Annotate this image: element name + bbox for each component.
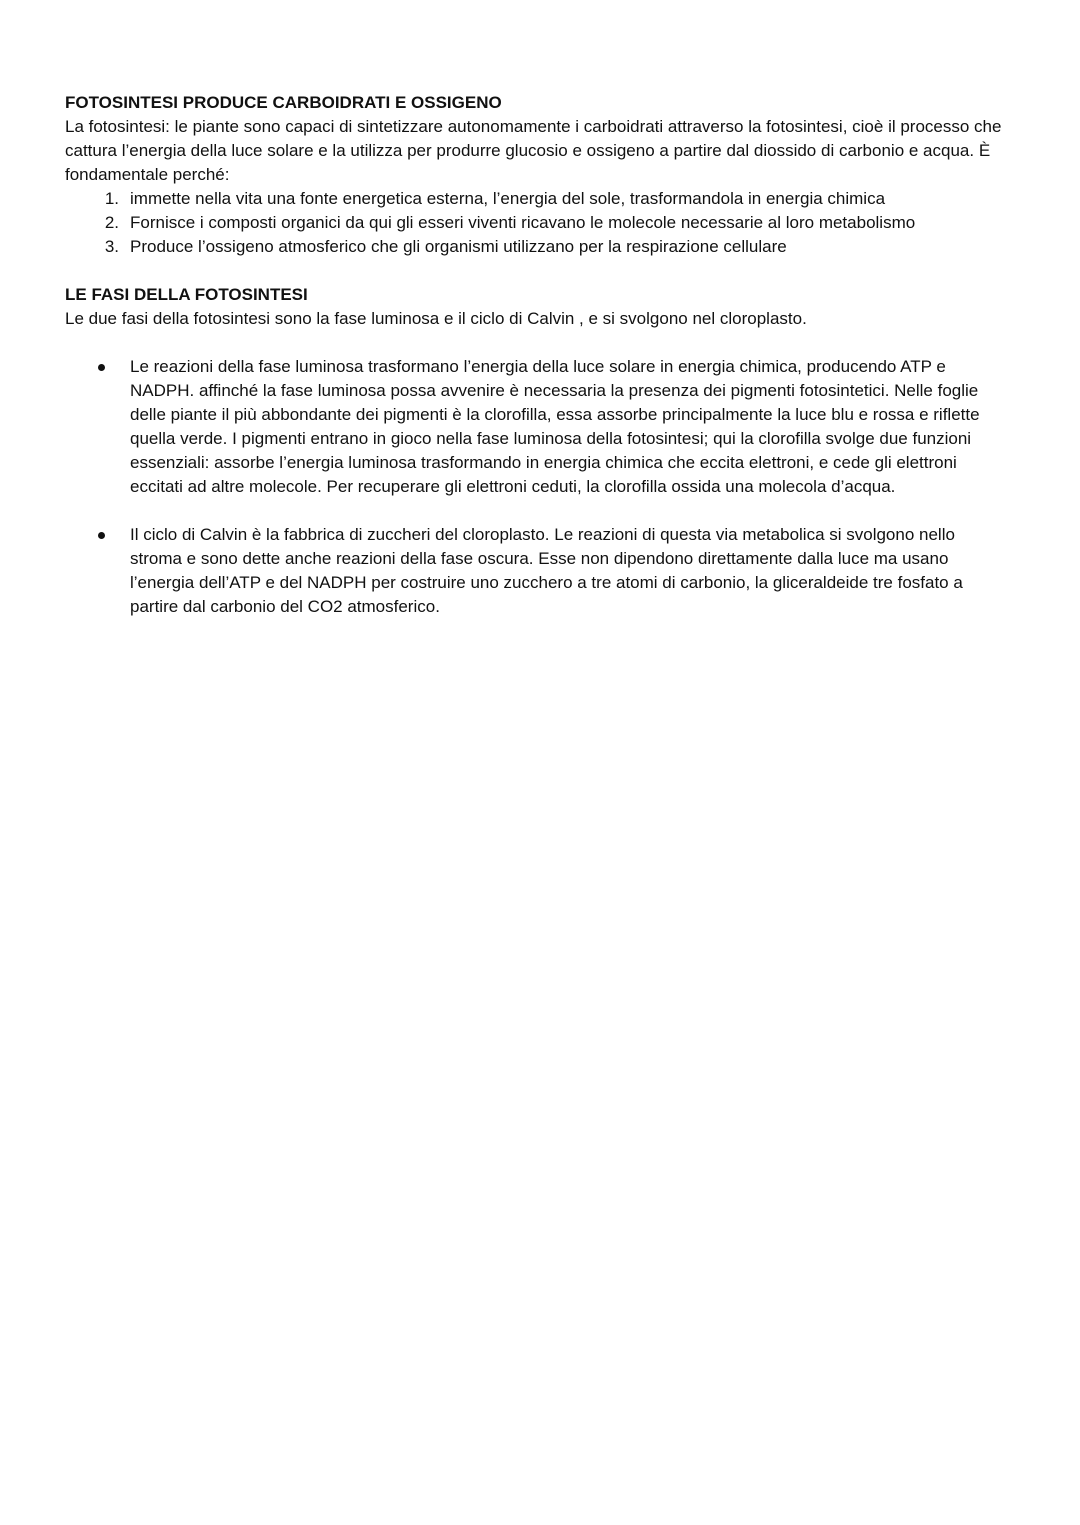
list-item-text: Produce l’ossigeno atmosferico che gli organismi utilizzano per la respirazione cellulare	[130, 237, 787, 256]
list-item-number: 3.	[104, 237, 119, 256]
bullet-item-light-phase	[65, 355, 1015, 499]
list-item-text: Fornisce i composti organici da qui gli esseri viventi ricavano le molecole necessarie al loro metabolismo	[130, 213, 916, 232]
bullet-text: Il ciclo di Calvin è la fabbrica di zuccheri del cloroplasto. Le reazioni di questa via metabolica si svolgono nello stroma e sono dette anche reazioni della fase oscura. Esse non dipendono direttamente dalla luce ma usano l’energia dell’ATP e del NADPH per costruire uno zucchero a tre atomi di carbonio, la gliceraldeide tre fosfato a partire dal carbonio del CO2 atmosferico.	[130, 525, 963, 616]
bullet-dot-icon	[98, 364, 105, 371]
list-item-text: immette nella vita una fonte energetica esterna, l’energia del sole, trasformandola in energia chimica	[130, 189, 886, 208]
section-intro: Le due fasi della fotosintesi sono la fase luminosa e il ciclo di Calvin , e si svolgono nel cloroplasto.	[65, 309, 807, 328]
list-item	[65, 235, 1015, 259]
list-item-number: 1.	[104, 189, 119, 208]
bullet-list	[65, 355, 1015, 619]
section-title: LE FASI DELLA FOTOSINTESI	[65, 285, 308, 304]
list-item	[65, 187, 1015, 211]
section-photosynthesis-products	[65, 91, 1015, 259]
section-photosynthesis-phases	[65, 283, 1015, 619]
section-title: FOTOSINTESI PRODUCE CARBOIDRATI E OSSIGENO	[65, 93, 502, 112]
list-item-number: 2.	[104, 213, 119, 232]
spacer	[65, 331, 1015, 355]
bullet-dot-icon	[98, 532, 105, 539]
numbered-list	[65, 187, 1015, 259]
bullet-text: Le reazioni della fase luminosa trasformano l’energia della luce solare in energia chimica, producendo ATP e NADPH. affinché la fase luminosa possa avvenire è necessaria la presenza dei pigmenti fotosintetici. Nelle foglie delle piante il più abbondante dei pigmenti è la clorofilla, essa assorbe principalmente la luce blu e rossa e riflette quella verde. I pigmenti entrano in gioco nella fase luminosa della fotosintesi; qui la clorofilla svolge due funzioni essenziali: assorbe l’energia luminosa trasformando in energia chimica che eccita elettroni, e cede gli elettroni eccitati ad altre molecole. Per recuperare gli elettroni ceduti, la clorofilla ossida una molecola d’acqua.	[130, 357, 980, 496]
section-intro: La fotosintesi: le piante sono capaci di sintetizzare autonomamente i carboidrati attraverso la fotosintesi, cioè il processo che cattura l’energia della luce solare e la utilizza per produrre glucosio e ossigeno a partire dal diossido di carbonio e acqua. È fondamentale perché:	[65, 117, 1002, 184]
list-item	[65, 211, 1015, 235]
bullet-item-calvin-cycle	[65, 523, 1015, 619]
